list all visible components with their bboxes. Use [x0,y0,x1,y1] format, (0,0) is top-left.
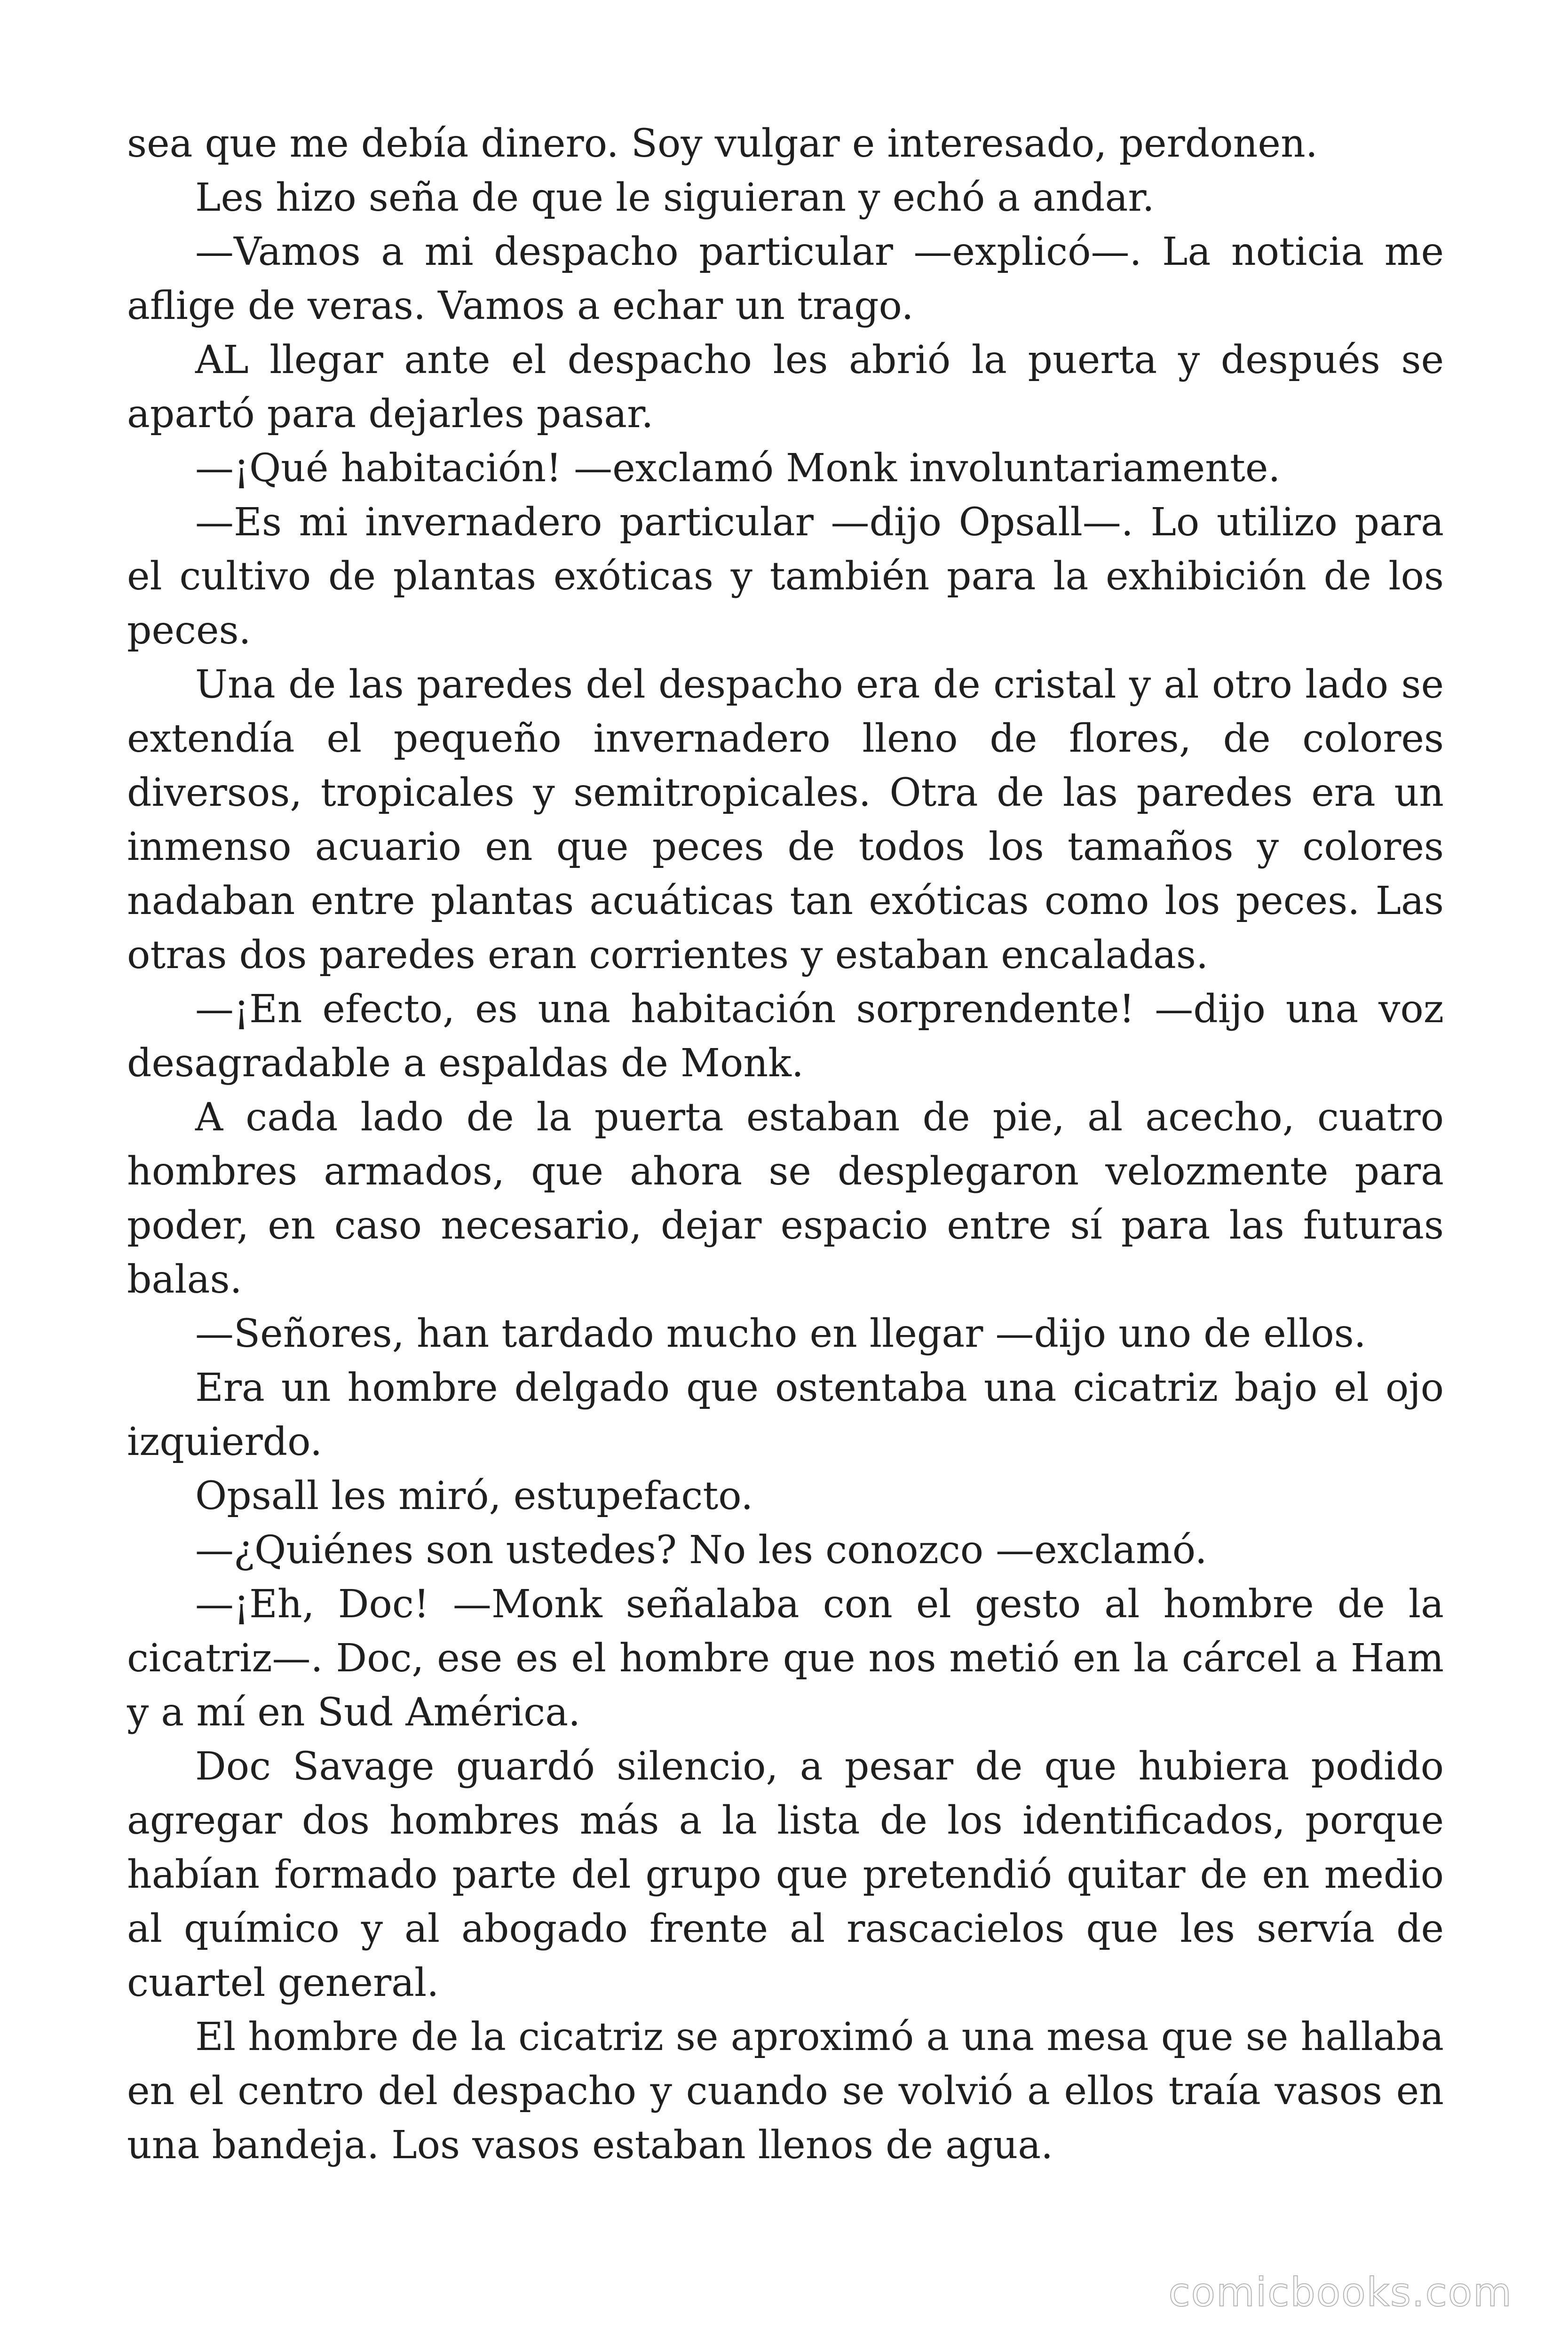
paragraph-10: —Señores, han tardado mucho en llegar —dijo uno de ellos. [195,1311,1366,1356]
paragraph-2: Les hizo seña de que le siguieran y echó a andar. [195,175,1155,220]
paragraph-11: Era un hombre delgado que ostentaba una cicatriz bajo el ojo izquierdo. [127,1366,1444,1464]
paragraph-9: A cada lado de la puerta estaban de pie, al acecho, cuatro hombres armados, que ahora se desplegaron velozmente para poder, en caso necesario, dejar espacio entre sí para las futuras balas. [127,1095,1444,1302]
paragraph-7: Una de las paredes del despacho era de cristal y al otro lado se extendía el pequeño invernadero lleno de flores, de colores diversos, tropicales y semitropicales. Otra de las paredes era un inmenso acuario en que peces de todos los tamaños y colores nadaban entre plantas acuáticas tan exóticas como los peces. Las otras dos paredes eran corrientes y estaban encaladas. [127,662,1444,977]
paragraph-12: Opsall les miró, estupefacto. [195,1474,753,1518]
paragraph-16: El hombre de la cicatriz se aproximó a una mesa que se hallaba en el centro del despacho y cuando se volvió a ellos traía vasos en una bandeja. Los vasos estaban llenos de agua. [127,2015,1444,2168]
paragraph-13: —¿Quiénes son ustedes? No les conozco —exclamó. [195,1528,1207,1573]
paragraph-1: sea que me debía dinero. Soy vulgar e interesado, perdonen. [127,121,1318,166]
paragraph-3: —Vamos a mi despacho particular —explicó—. La noticia me aflige de veras. Vamos a echar un trago. [127,230,1444,328]
paragraph-5: —¡Qué habitación! —exclamó Monk involuntariamente. [195,446,1281,491]
paragraph-4: AL llegar ante el despacho les abrió la puerta y después se apartó para dejarles pasar. [127,338,1444,437]
book-page-text [127,117,1444,2172]
paragraph-8: —¡En efecto, es una habitación sorprendente! —dijo una voz desagradable a espaldas de Monk. [127,987,1444,1086]
paragraph-14: —¡Eh, Doc! —Monk señalaba con el gesto al hombre de la cicatriz—. Doc, ese es el hombre que nos metió en la cárcel a Ham y a mí en Sud América. [127,1582,1444,1735]
paragraph-15: Doc Savage guardó silencio, a pesar de que hubiera podido agregar dos hombres más a la lista de los identificados, porque habían formado parte del grupo que pretendió quitar de en medio al químico y al abogado frente al rascacielos que les servía de cuartel general. [127,1744,1444,2005]
paragraph-6: —Es mi invernadero particular —dijo Opsall—. Lo utilizo para el cultivo de plantas exóticas y también para la exhibición de los peces. [127,500,1444,653]
watermark: comicbooks.com [1168,2269,1513,2315]
